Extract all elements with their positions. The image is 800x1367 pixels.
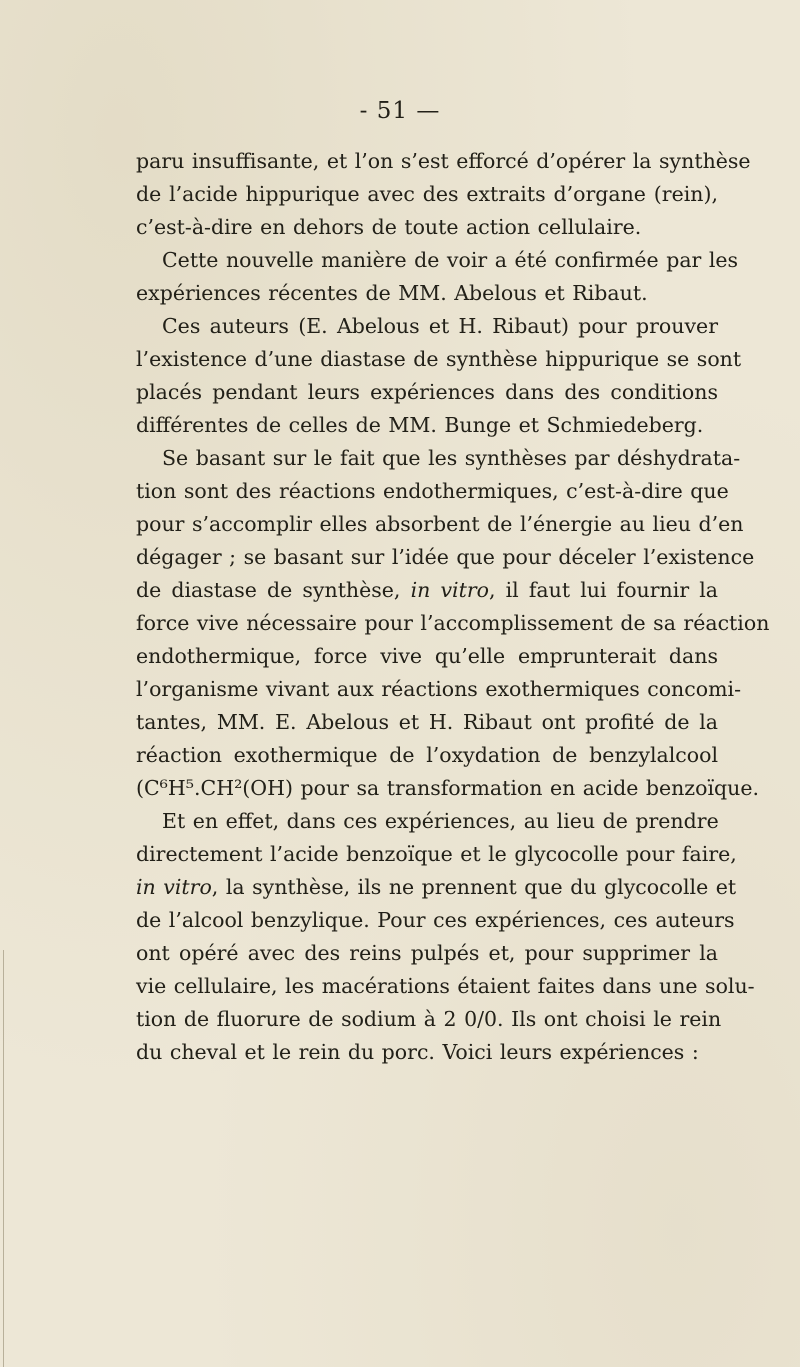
text-line: l’organisme vivant aux réactions exothermiques concomi- bbox=[136, 677, 742, 701]
paragraph bbox=[136, 310, 742, 442]
text-line: tion de fluorure de sodium à 2 0/0. Ils ont choisi le rein bbox=[136, 1007, 722, 1031]
text-line: de l’alcool benzylique. Pour ces expériences, ces auteurs bbox=[136, 908, 735, 932]
text-line: paru insuffisante, et l’on s’est efforcé d’opérer la synthèse bbox=[136, 149, 751, 173]
italic-term: in vitro bbox=[136, 875, 212, 899]
text-line: force vive nécessaire pour l’accomplissement de sa réaction bbox=[136, 611, 770, 635]
text-line: tantes, MM. E. Abelous et H. Ribaut ont profité de la bbox=[136, 710, 718, 734]
text-line: expériences récentes de MM. Abelous et Ribaut. bbox=[136, 281, 648, 305]
paragraph bbox=[136, 805, 755, 1069]
paragraph bbox=[136, 244, 739, 310]
text-line: placés pendant leurs expériences dans des conditions bbox=[136, 380, 718, 404]
text-line: réaction exothermique de l’oxydation de benzylalcool bbox=[136, 743, 718, 767]
paragraph bbox=[136, 442, 770, 805]
text-line: de diastase de synthèse, in vitro, il faut lui fournir la bbox=[136, 578, 719, 602]
text-line: Se basant sur le fait que les synthèses par déshydrata- bbox=[162, 446, 741, 470]
text-line: l’existence d’une diastase de synthèse hippurique se sont bbox=[136, 347, 742, 371]
text-line: dégager ; se basant sur l’idée que pour déceler l’existence bbox=[136, 545, 755, 569]
italic-term: in vitro bbox=[410, 578, 489, 602]
text-line: Et en effet, dans ces expériences, au lieu de prendre bbox=[162, 809, 719, 833]
text-line: ont opéré avec des reins pulpés et, pour supprimer la bbox=[136, 941, 718, 965]
text-line: pour s’accomplir elles absorbent de l’énergie au lieu d’en bbox=[136, 512, 744, 536]
text-line: du cheval et le rein du porc. Voici leurs expériences : bbox=[136, 1040, 699, 1064]
paragraph bbox=[136, 145, 751, 244]
text-line: (C⁶H⁵.CH²(OH) pour sa transformation en acide benzoïque. bbox=[136, 776, 759, 800]
text-line: de l’acide hippurique avec des extraits d’organe (rein), bbox=[136, 182, 718, 206]
body-text bbox=[136, 145, 770, 1069]
text-line: in vitro, la synthèse, ils ne prennent que du glycocolle et bbox=[136, 875, 737, 899]
text-line: directement l’acide benzoïque et le glycocolle pour faire, bbox=[136, 842, 737, 866]
text-line: différentes de celles de MM. Bunge et Schmiedeberg. bbox=[136, 413, 704, 437]
page-edge-line bbox=[3, 950, 4, 1367]
text-line: Cette nouvelle manière de voir a été confirmée par les bbox=[162, 248, 739, 272]
text-line: tion sont des réactions endothermiques, c’est-à-dire que bbox=[136, 479, 729, 503]
text-line: Ces auteurs (E. Abelous et H. Ribaut) pour prouver bbox=[162, 314, 718, 338]
text-line: c’est-à-dire en dehors de toute action cellulaire. bbox=[136, 215, 642, 239]
text-line: vie cellulaire, les macérations étaient faites dans une solu- bbox=[136, 974, 755, 998]
page-number: - 51 — bbox=[359, 98, 441, 124]
text-line: endothermique, force vive qu’elle emprunterait dans bbox=[136, 644, 718, 668]
